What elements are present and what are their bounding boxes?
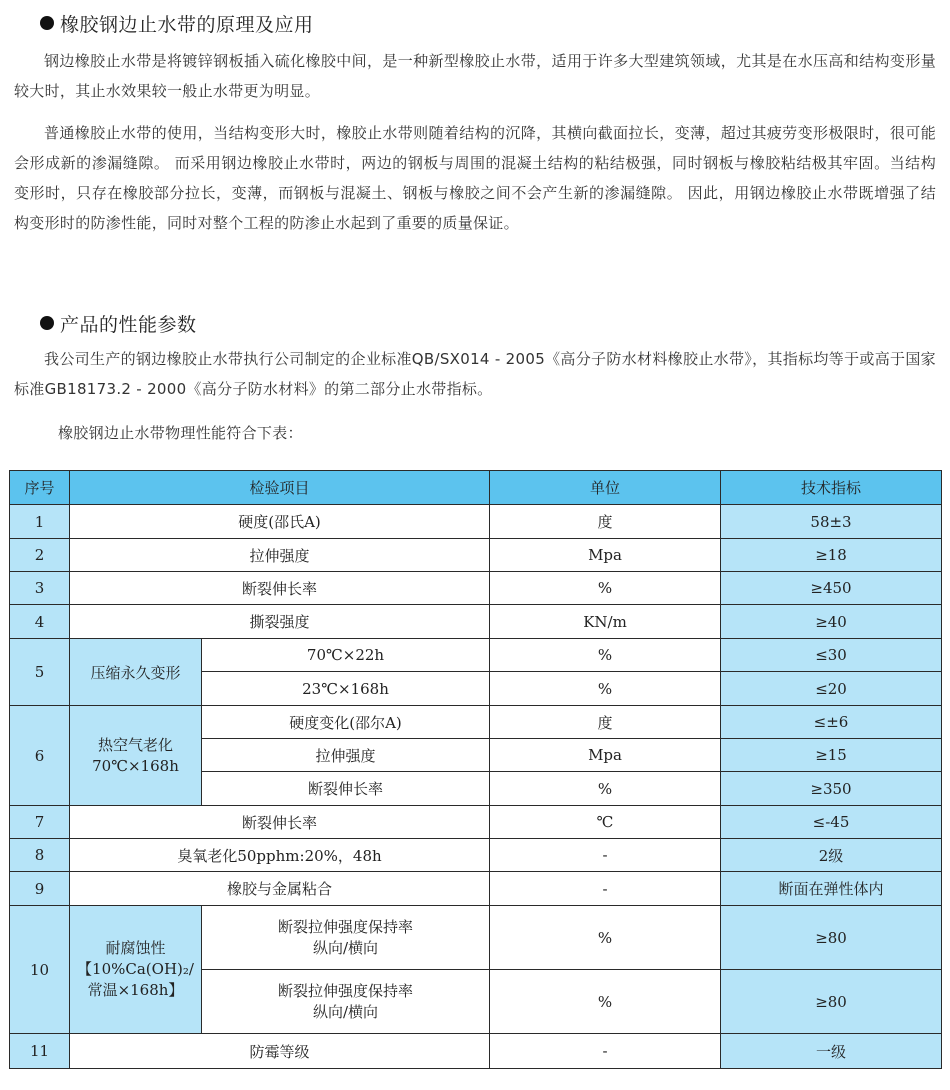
table-row <box>10 872 942 906</box>
table-row <box>10 906 942 970</box>
table-row <box>10 539 942 572</box>
row-no: 8 <box>10 839 70 872</box>
row-unit: 度 <box>490 706 721 739</box>
header-no: 序号 <box>10 471 70 505</box>
row-spec: ≤-45 <box>721 806 942 839</box>
table-header-row <box>10 471 942 505</box>
table-row <box>10 806 942 839</box>
table-row <box>10 639 942 672</box>
section-heading-performance: 产品的性能参数 <box>40 310 197 337</box>
table-row <box>10 572 942 605</box>
header-spec: 技术指标 <box>721 471 942 505</box>
row-item: 橡胶与金属粘合 <box>70 872 490 906</box>
item-line: 断裂拉伸强度保持率 <box>278 917 414 936</box>
item-line: 纵向/横向 <box>312 938 379 957</box>
row-item: 拉伸强度 <box>70 539 490 572</box>
row-item: 断裂伸长率 <box>202 772 490 806</box>
row-unit: % <box>490 772 721 806</box>
row-no: 11 <box>10 1034 70 1069</box>
group-line: 【10%Ca(OH)₂/ <box>77 960 194 978</box>
row-item <box>202 906 490 970</box>
performance-table <box>9 470 942 1069</box>
row-unit: % <box>490 970 721 1034</box>
row-spec: ≥80 <box>721 970 942 1034</box>
row-unit: - <box>490 839 721 872</box>
row-item: 硬度变化(邵尔A) <box>202 706 490 739</box>
table-caption: 橡胶钢边止水带物理性能符合下表： <box>58 424 303 442</box>
group-line: 耐腐蚀性 <box>105 939 166 957</box>
row-unit: % <box>490 672 721 706</box>
row-unit: - <box>490 872 721 906</box>
row-group <box>70 906 202 1034</box>
row-spec: ≥450 <box>721 572 942 605</box>
bullet-icon <box>40 316 54 330</box>
paragraph-mechanism: 普通橡胶止水带的使用，当结构变形大时，橡胶止水带则随着结构的沉降，其横向截面拉长，变薄，超过其疲劳变形极限时，很可能会形成新的渗漏缝隙。 而采用钢边橡胶止水带时，两边的钢板与周围的混凝土结构的粘结极强，同时钢板与橡胶粘结极其牢固。当结构变形时，只存在橡胶部分拉长，变薄，而钢板与混凝土、钢板与橡胶之间不会产生新的渗漏缝隙。 因此，用钢边橡胶止水带既增强了结构变形时的防渗性能，同时对整个工程的防渗止水起到了重要的质量保证。 <box>14 124 936 232</box>
row-item <box>202 970 490 1034</box>
row-unit: % <box>490 906 721 970</box>
row-unit: Mpa <box>490 739 721 772</box>
row-spec: ≥350 <box>721 772 942 806</box>
row-spec: 一级 <box>721 1034 942 1069</box>
table-row <box>10 1034 942 1069</box>
row-spec: ≥18 <box>721 539 942 572</box>
group-line: 常温×168h】 <box>87 981 184 999</box>
row-item: 硬度(邵氏A) <box>70 505 490 539</box>
row-no: 4 <box>10 605 70 639</box>
paragraph-intro: 钢边橡胶止水带是将镀锌钢板插入硫化橡胶中间，是一种新型橡胶止水带，适用于许多大型建筑领域，尤其是在水压高和结构变形量较大时，其止水效果较一般止水带更为明显。 <box>14 52 936 100</box>
row-group: 压缩永久变形 <box>70 639 202 706</box>
section-heading-principle: 橡胶钢边止水带的原理及应用 <box>40 10 314 37</box>
row-item: 撕裂强度 <box>70 605 490 639</box>
row-item: 70℃×22h <box>202 639 490 672</box>
bullet-icon <box>40 16 54 30</box>
group-line: 70℃×168h <box>92 756 179 775</box>
row-no: 5 <box>10 639 70 706</box>
row-unit: - <box>490 1034 721 1069</box>
row-unit: 度 <box>490 505 721 539</box>
row-item: 防霉等级 <box>70 1034 490 1069</box>
row-group <box>70 706 202 806</box>
row-no: 2 <box>10 539 70 572</box>
item-line: 纵向/横向 <box>312 1002 379 1021</box>
row-spec: ≤±6 <box>721 706 942 739</box>
group-line: 热空气老化 <box>97 735 173 754</box>
row-spec: ≥15 <box>721 739 942 772</box>
table-row <box>10 839 942 872</box>
table-row <box>10 505 942 539</box>
table-row <box>10 605 942 639</box>
row-item: 拉伸强度 <box>202 739 490 772</box>
item-line: 断裂拉伸强度保持率 <box>278 981 414 1000</box>
row-item: 断裂伸长率 <box>70 572 490 605</box>
row-spec: ≥80 <box>721 906 942 970</box>
row-no: 1 <box>10 505 70 539</box>
paragraph-standard: 我公司生产的钢边橡胶止水带执行公司制定的企业标准QB/SX014 - 2005《高分子防水材料橡胶止水带》，其指标均等于或高于国家标准GB18173.2 - 2000《高分子防水材料》的第二部分止水带指标。 <box>14 350 936 398</box>
row-item: 臭氧老化50pphm:20%，48h <box>70 839 490 872</box>
row-unit: % <box>490 572 721 605</box>
row-spec: ≤30 <box>721 639 942 672</box>
row-spec: ≥40 <box>721 605 942 639</box>
row-unit: % <box>490 639 721 672</box>
row-spec: 断面在弹性体内 <box>721 872 942 906</box>
row-unit: KN/m <box>490 605 721 639</box>
row-item: 23℃×168h <box>202 672 490 706</box>
row-spec: 2级 <box>721 839 942 872</box>
row-spec: 58±3 <box>721 505 942 539</box>
header-unit: 单位 <box>490 471 721 505</box>
table-row <box>10 706 942 739</box>
row-no: 3 <box>10 572 70 605</box>
row-unit: Mpa <box>490 539 721 572</box>
row-no: 6 <box>10 706 70 806</box>
row-no: 10 <box>10 906 70 1034</box>
row-no: 9 <box>10 872 70 906</box>
row-unit: ℃ <box>490 806 721 839</box>
row-item: 断裂伸长率 <box>70 806 490 839</box>
header-item: 检验项目 <box>70 471 490 505</box>
row-spec: ≤20 <box>721 672 942 706</box>
row-no: 7 <box>10 806 70 839</box>
